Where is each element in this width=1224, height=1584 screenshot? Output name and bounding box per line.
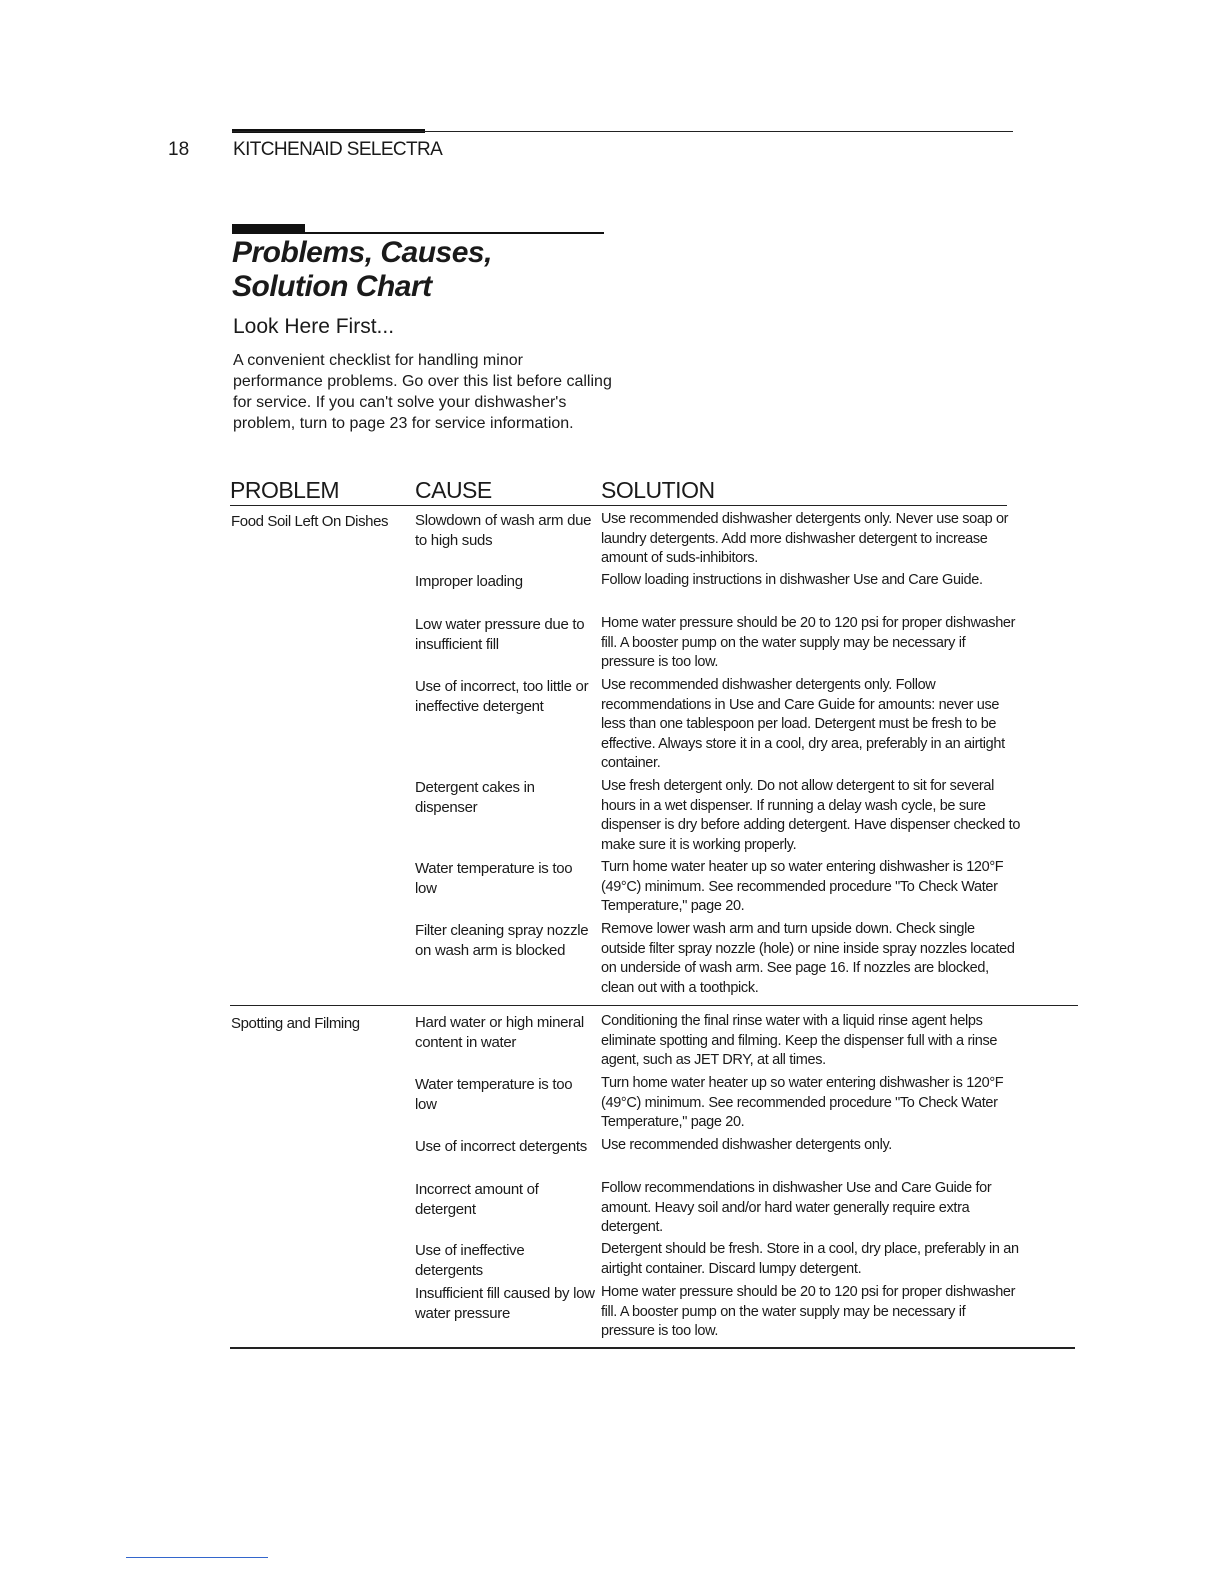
table-header-rule [230, 505, 1007, 506]
title-accent-bar [232, 224, 305, 232]
solution-text: Use recommended dishwasher detergents only. Follow recommendations in Use and Care Guide for amounts: never use less than one tablespoon per load. Detergent must be fresh to be effective. Always store it in a cool, dry area, preferably in an airtight container. [601, 677, 1005, 771]
cause-text: Filter cleaning spray nozzle on wash arm is blocked [415, 922, 589, 959]
page-subtitle: Look Here First... [233, 315, 395, 338]
column-header-cause: CAUSE [415, 477, 492, 503]
solution-text: Conditioning the final rinse water with a liquid rinse agent helps eliminate spotting and filming. Keep the dispenser full with a rinse agent, such as JET DRY, at all times. [601, 1013, 998, 1068]
cause-text: Insufficient fill caused by low water pressure [415, 1285, 595, 1322]
table-bottom-rule [230, 1347, 1075, 1349]
running-header-brand: KITCHENAID SELECTRA [233, 139, 443, 160]
intro-paragraph: A convenient checklist for handling minor performance problems. Go over this list before calling for service. If you can't solve your dishwasher's problem, turn to page 23 for service information. [233, 352, 612, 432]
solution-text: Turn home water heater up so water entering dishwasher is 120°F (49°C) minimum. See recommended procedure "To Check Water Temperature," page 20. [601, 1075, 1004, 1130]
solution-text: Use fresh detergent only. Do not allow detergent to sit for several hours in a wet dispenser. If running a delay wash cycle, be sure dispenser is dry before adding detergent. Have dispenser checked to make sure it is working properly. [601, 778, 1021, 853]
solution-text: Follow loading instructions in dishwasher Use and Care Guide. [601, 572, 983, 588]
cause-text: Use of ineffective detergents [415, 1242, 525, 1279]
cause-text: Water temperature is too low [415, 860, 573, 897]
column-header-solution: SOLUTION [601, 477, 715, 503]
solution-text: Use recommended dishwasher detergents only. [601, 1137, 892, 1153]
cause-text: Use of incorrect detergents [415, 1138, 587, 1155]
cause-text: Slowdown of wash arm due to high suds [415, 512, 592, 549]
cause-text: Low water pressure due to insufficient fill [415, 616, 585, 653]
page-title: Problems, Causes, Solution Chart [232, 236, 492, 303]
solution-text: Turn home water heater up so water entering dishwasher is 120°F (49°C) minimum. See recommended procedure "To Check Water Temperature," page 20. [601, 859, 1004, 914]
group-divider [230, 1005, 1078, 1006]
footer-rule [126, 1557, 268, 1558]
column-header-problem: PROBLEM [230, 477, 339, 503]
cause-text: Hard water or high mineral content in water [415, 1014, 584, 1051]
solution-text: Detergent should be fresh. Store in a cool, dry place, preferably in an airtight container. Discard lumpy detergent. [601, 1241, 1019, 1277]
solution-text: Home water pressure should be 20 to 120 psi for proper dishwasher fill. A booster pump on the water supply may be necessary if pressure is too low. [601, 615, 1016, 670]
solution-text: Use recommended dishwasher detergents only. Never use soap or laundry detergents. Add more dishwasher detergent to increase amount of suds-inhibitors. [601, 511, 1009, 566]
cause-text: Incorrect amount of detergent [415, 1181, 539, 1218]
cause-text: Water temperature is too low [415, 1076, 573, 1113]
title-rule [232, 232, 604, 234]
page-number: 18 [168, 139, 190, 160]
cause-text: Improper loading [415, 573, 523, 590]
solution-text: Follow recommendations in dishwasher Use and Care Guide for amount. Heavy soil and/or hard water generally require extra detergent. [601, 1180, 992, 1235]
header-rule [232, 131, 1013, 132]
solution-text: Remove lower wash arm and turn upside down. Check single outside filter spray nozzle (hole) or nine inside spray nozzles located on underside of wash arm. See page 16. If nozzles are blocked, clean out with a toothpick. [601, 921, 1015, 996]
cause-text: Detergent cakes in dispenser [415, 779, 535, 816]
problem-label: Food Soil Left On Dishes [231, 513, 389, 530]
problem-label: Spotting and Filming [231, 1015, 360, 1032]
cause-text: Use of incorrect, too little or ineffective detergent [415, 678, 589, 715]
solution-text: Home water pressure should be 20 to 120 psi for proper dishwasher fill. A booster pump on the water supply may be necessary if pressure is too low. [601, 1284, 1016, 1339]
